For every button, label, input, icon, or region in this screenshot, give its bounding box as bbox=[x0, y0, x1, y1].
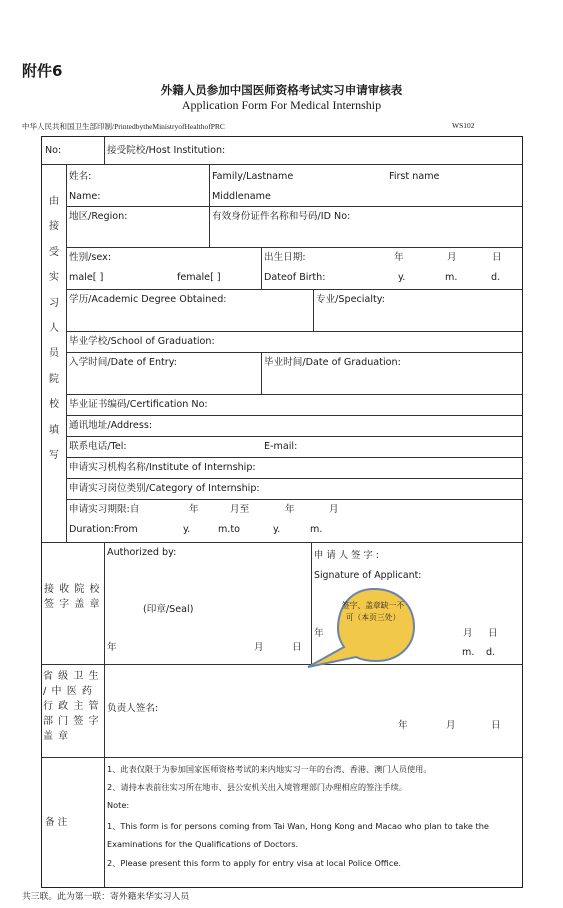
duration-to-year-en: y. bbox=[273, 524, 281, 535]
middlename-field[interactable]: Middlename bbox=[212, 191, 271, 202]
female-checkbox[interactable]: female[ ] bbox=[177, 272, 221, 283]
degree-field[interactable]: 学历/Academic Degree Obtained: bbox=[69, 294, 227, 305]
duration-from-year-cn: 年 bbox=[189, 504, 199, 515]
applicant-sign-month-en: m. bbox=[462, 647, 475, 658]
address-field[interactable]: 通讯地址/Address: bbox=[69, 420, 153, 431]
person-in-charge-signature-field[interactable]: 负责人签名: bbox=[107, 703, 159, 714]
dob-label-en: Dateof Birth: bbox=[264, 272, 326, 283]
school-sign-year-cn: 年 bbox=[107, 642, 117, 653]
school-sign-month-cn: 月 bbox=[254, 642, 264, 653]
remarks-label: 备 注 bbox=[45, 817, 68, 828]
duration-from-year-en: y. bbox=[183, 524, 191, 535]
form-title-cn: 外籍人员参加中国医师资格考试实习申请审核表 bbox=[160, 83, 403, 97]
duration-to-label-en: m.to bbox=[218, 524, 241, 535]
id-no-field[interactable]: 有效身份证件名称和号码/ID No: bbox=[212, 211, 351, 222]
remark-1: 1、此表仅限于为参加国家医师资格考试的来内地实习一年的台湾、香港、澳门人员使用。 bbox=[107, 764, 432, 774]
entry-date-field[interactable]: 入学时间/Date of Entry: bbox=[69, 357, 177, 368]
certification-no-field[interactable]: 毕业证书编码/Certification No: bbox=[69, 399, 208, 410]
applicant-sign-day-en: d. bbox=[486, 647, 496, 658]
callout-bubble-icon bbox=[272, 583, 434, 671]
tel-field[interactable]: 联系电话/Tel: bbox=[69, 441, 127, 452]
email-field[interactable]: E-mail: bbox=[264, 441, 298, 452]
specialty-field[interactable]: 专业/Specialty: bbox=[316, 294, 385, 305]
dob-month-en: m. bbox=[445, 272, 458, 283]
annex-label: 附件6 bbox=[22, 62, 63, 80]
duration-label-en: Duration:From bbox=[69, 524, 138, 535]
health-dept-section-label: 省 级 卫 生 / 中 医 药 行 政 主 管 部 门 签 字 盖 章 bbox=[43, 671, 100, 742]
school-seal-section-label: 接 收 院 校签 字 盖 章 bbox=[44, 584, 101, 610]
duration-to-year-cn: 年 bbox=[285, 504, 295, 515]
no-label: No: bbox=[45, 145, 62, 156]
male-checkbox[interactable]: male[ ] bbox=[69, 272, 104, 283]
internship-category-field[interactable]: 申请实习岗位类别/Category of Internship: bbox=[69, 483, 260, 494]
internship-institute-field[interactable]: 申请实习机构名称/Institute of Internship: bbox=[69, 462, 256, 473]
applicant-signature-label-cn: 申 请 人 签 字 : bbox=[314, 550, 379, 561]
applicant-sign-day-cn: 日 bbox=[488, 628, 498, 639]
applicant-sign-year-cn: 年 bbox=[314, 628, 324, 639]
applicant-signature-field[interactable]: Signature of Applicant: bbox=[314, 570, 422, 581]
note-label: Note: bbox=[107, 800, 130, 810]
dob-day-en: d. bbox=[491, 272, 501, 283]
duration-to-label-cn: 月至 bbox=[230, 504, 250, 515]
seal-placeholder: (印章/Seal) bbox=[143, 604, 194, 615]
name-label-en: Name: bbox=[69, 191, 101, 202]
graduation-date-field[interactable]: 毕业时间/Date of Graduation: bbox=[264, 357, 401, 368]
school-sign-day-cn: 日 bbox=[292, 642, 302, 653]
note-1a: 1、This form is for persons coming from Tai Wan, Hong Kong and Macao who plan to take the bbox=[107, 821, 489, 831]
family-lastname-field[interactable]: Family/Lastname bbox=[212, 171, 294, 182]
first-name-field[interactable]: First name bbox=[389, 171, 440, 182]
applicant-sign-month-cn: 月 bbox=[463, 628, 473, 639]
footer-note: 共三联。此为第一联：寄外籍来华实习人员 bbox=[22, 892, 190, 902]
note-2: 2、Please present this form to apply for entry visa at local Police Office. bbox=[107, 858, 401, 868]
dob-year-cn: 年 bbox=[394, 252, 404, 263]
duration-label-cn: 申请实习期限:自 bbox=[69, 504, 140, 515]
host-institution-field[interactable]: 接受院校/Host Institution: bbox=[107, 145, 226, 156]
applicant-section-label: 由 接 受 实 习 人 员 院 校 填 写 bbox=[49, 196, 59, 462]
form-code: WS102 bbox=[452, 121, 475, 130]
dob-year-en: y. bbox=[398, 272, 406, 283]
printed-by: 中华人民共和国卫生部印制/PrintedbytheMinistryofHealthofPRC bbox=[22, 122, 225, 131]
health-sign-month-cn: 月 bbox=[446, 720, 456, 731]
sex-label: 性别/sex: bbox=[69, 252, 112, 263]
dob-day-cn: 日 bbox=[492, 252, 502, 263]
school-field[interactable]: 毕业学校/School of Graduation: bbox=[69, 336, 215, 347]
duration-to-month-en: m. bbox=[310, 524, 323, 535]
health-sign-year-cn: 年 bbox=[398, 720, 408, 731]
form-title-en: Application Form For Medical Internship bbox=[181, 98, 382, 112]
name-label-cn: 姓名: bbox=[69, 171, 92, 182]
note-1b: Examinations for the Qualifications of Doctors. bbox=[107, 839, 299, 849]
dob-month-cn: 月 bbox=[447, 252, 457, 263]
region-field[interactable]: 地区/Region: bbox=[69, 211, 128, 222]
duration-to-month-cn: 月 bbox=[329, 504, 339, 515]
dob-label-cn: 出生日期: bbox=[264, 252, 306, 263]
health-sign-day-cn: 日 bbox=[491, 720, 501, 731]
callout-note: 签字、盖章缺一不可（本页三处） bbox=[341, 601, 405, 622]
authorized-by-field[interactable]: Authorized by: bbox=[107, 547, 177, 558]
application-form bbox=[41, 136, 523, 888]
remark-2: 2、请持本表前往实习所在地市、县公安机关出入境管理部门办理相应的签注手续。 bbox=[107, 782, 407, 792]
